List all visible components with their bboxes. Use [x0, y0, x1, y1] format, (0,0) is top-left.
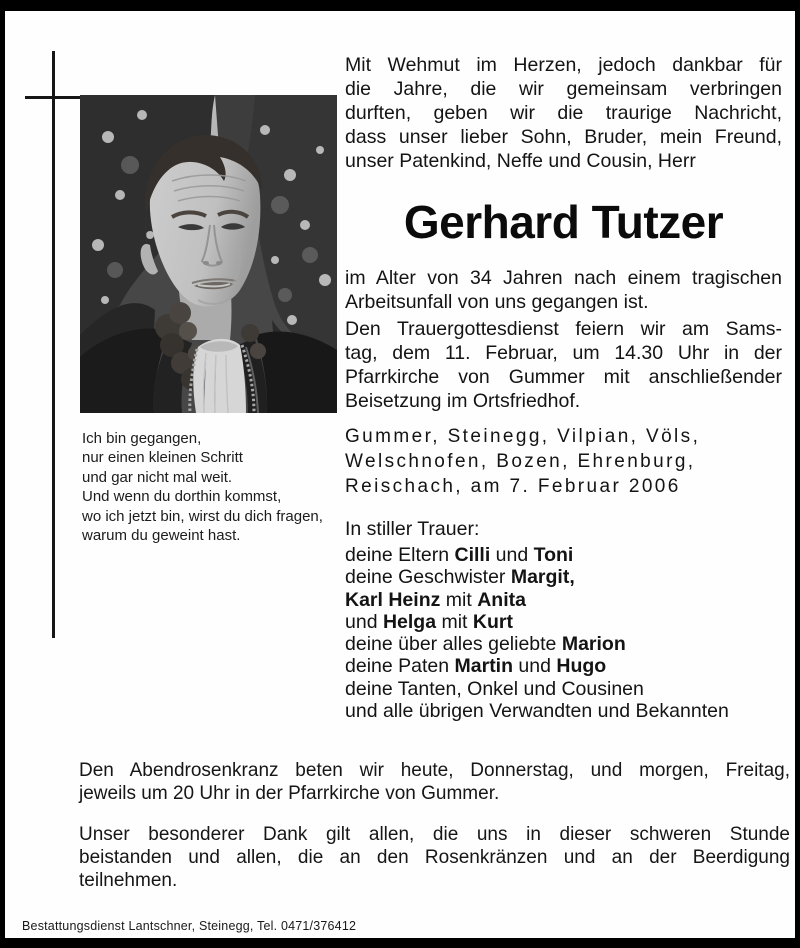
- mourning-heading: In stiller Trauer:: [345, 518, 480, 540]
- thanks-notice: Unser besonderer Dank gilt allen, die uns in dieser schweren Stunde beistanden und allen, die an den Rosenkränzen und an der Beerdigung teilnehmen.: [79, 824, 790, 891]
- funeral-service-paragraph: Den Trauergottesdienst feiern wir am Sams- tag, dem 11. Februar, um 14.30 Uhr in der Pfarrkirche von Gummer mit anschließender Beisetzung im Ortsfriedhof.: [345, 318, 782, 412]
- places-and-date: Gummer, Steinegg, Vilpian, Völs, Welschnofen, Bozen, Ehrenburg, Reischach, am 7. Februar 2006: [345, 426, 701, 497]
- death-info-paragraph: im Alter von 34 Jahren nach einem tragischen Arbeitsunfall von uns gegangen ist.: [345, 267, 782, 313]
- mourners-list: deine Eltern Cilli und Toni deine Geschwister Margit, Karl Heinz mit Anita und Helga mit Kurt deine über alles geliebte Marion deine Paten Martin und Hugo deine Tanten, Onkel und Cousinen und alle übrigen Verwandten und Bekannten: [345, 544, 729, 723]
- portrait-photo-graphic: [80, 95, 337, 413]
- funeral-home-footer: Bestattungsdienst Lantschner, Steinegg, Tel. 0471/376412: [22, 919, 357, 933]
- cross-vertical-bar: [52, 51, 55, 638]
- rosary-notice: Den Abendrosenkranz beten wir heute, Donnerstag, und morgen, Freitag, jeweils um 20 Uhr in der Pfarrkirche von Gummer.: [79, 760, 790, 804]
- intro-paragraph: Mit Wehmut im Herzen, jedoch dankbar für die Jahre, die wir gemeinsam verbringen durften, geben wir die traurige Nachricht, dass unser lieber Sohn, Bruder, mein Freund, unser Patenkind, Neffe und Cousin, Herr: [345, 54, 782, 172]
- cross-horizontal-bar: [25, 96, 85, 99]
- portrait-photo: [80, 95, 337, 413]
- memorial-poem: Ich bin gegangen, nur einen kleinen Schritt und gar nicht mal weit. Und wenn du dorthin kommst, wo ich jetzt bin, wirst du dich fragen, warum du geweint hast.: [82, 430, 323, 545]
- deceased-name: Gerhard Tutzer: [403, 196, 724, 248]
